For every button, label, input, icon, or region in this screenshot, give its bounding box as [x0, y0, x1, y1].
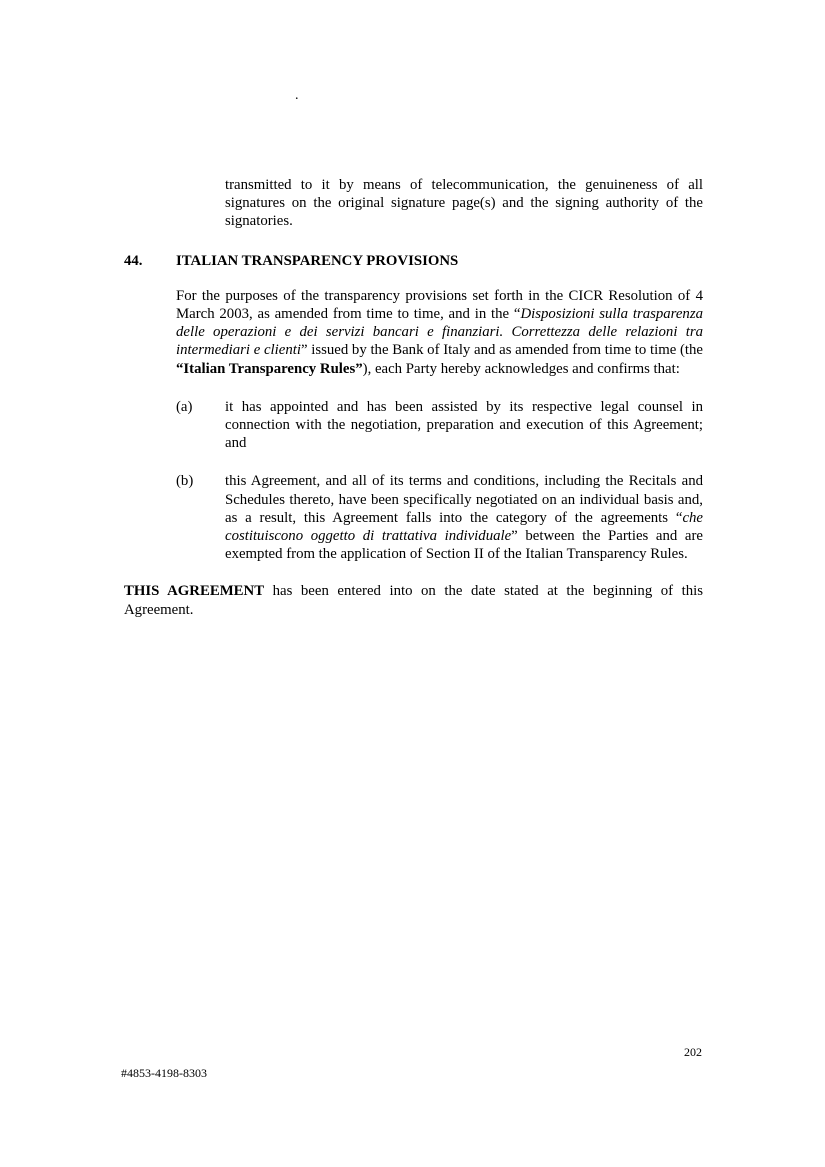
closing-paragraph: THIS AGREEMENT has been entered into on the date stated at the beginning of this Agreement. [124, 583, 703, 618]
section-heading-row [124, 252, 703, 270]
list-item-b [176, 472, 703, 563]
list-item-b-label: (b) [176, 473, 194, 490]
continuation-paragraph: transmitted to it by means of telecommunication, the genuineness of all signatures on the original signature page(s) and the signing authority of the signatories. [225, 177, 703, 230]
list-item-a-text: it has appointed and has been assisted by its respective legal counsel in connection with the negotiation, preparation and execution of this Agreement; and [225, 398, 703, 452]
page-number: 202 [684, 1045, 702, 1059]
section-number: 44. [124, 252, 143, 269]
stray-period-mark: . [295, 88, 299, 103]
section-intro-paragraph: For the purposes of the transparency provisions set forth in the CICR Resolution of 4 March 2003, as amended from time to time, and in the “Disposizioni sulla trasparenza delle operazioni e dei servizi bancari e finanziari. Correttezza delle relazioni tra intermediari e clienti” issued by the Bank of Italy and as amended from time to time (the “Italian Transparency Rules”), each Party hereby acknowledges and confirms that: [176, 287, 704, 377]
section-heading: ITALIAN TRANSPARENCY PROVISIONS [176, 252, 459, 269]
document-content [124, 176, 703, 619]
list-item-a [176, 398, 703, 453]
list-item-b-text: this Agreement, and all of its terms and conditions, including the Recitals and Schedules thereto, have been specifically negotiated on an individual basis and, as a result, this Agreement falls into the category of the agreements “che costituiscono oggetto di trattativa individuale” between the Parties and are exempted from the application of Section II of the Italian Transparency Rules. [225, 473, 703, 563]
list-item-a-label: (a) [176, 398, 193, 415]
document-id-footer: #4853-4198-8303 [121, 1066, 207, 1080]
